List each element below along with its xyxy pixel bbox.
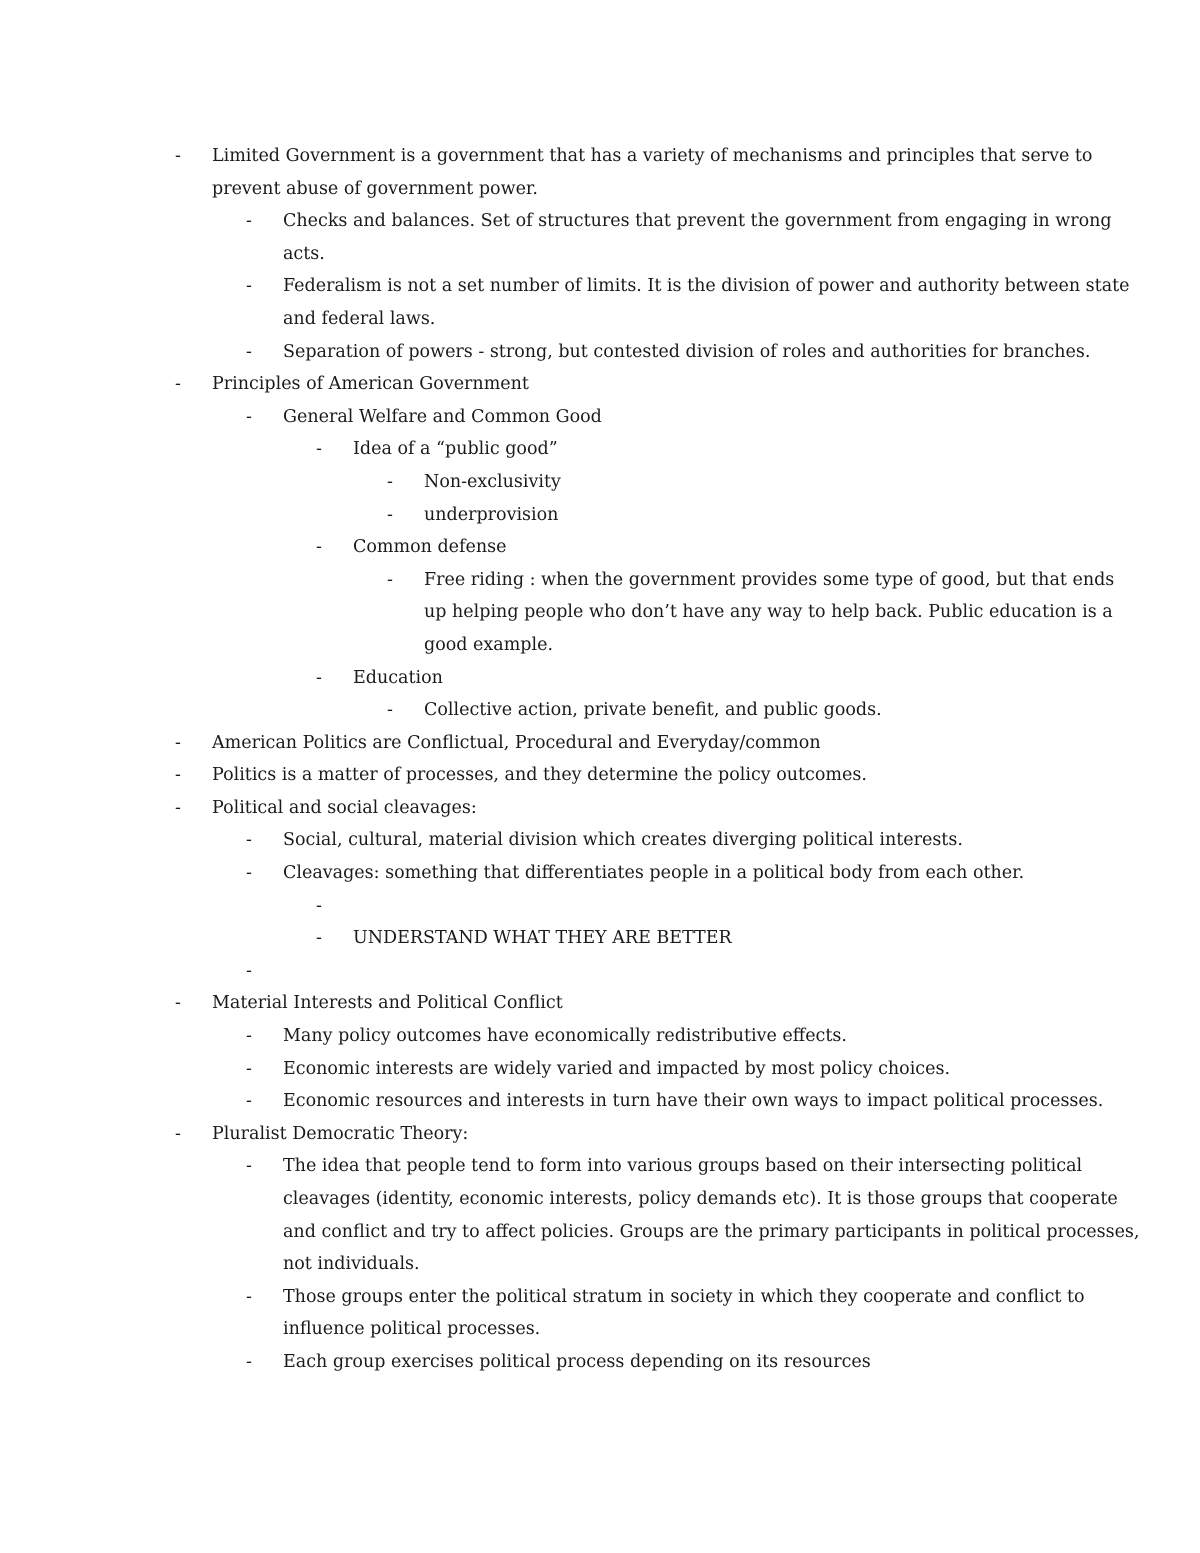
bullet-dash: - (175, 765, 181, 786)
bullet-dash: - (387, 471, 393, 492)
bullet-text: Many policy outcomes have economically redistributive effects. (283, 1026, 847, 1047)
bullet-dash: - (246, 341, 252, 362)
bullet-text: Checks and balances. Set of structures that prevent the government from engaging in wrong (283, 211, 1112, 232)
bullet-continuation (0, 303, 1200, 336)
bullet-text: Social, cultural, material division which creates diverging political interests. (283, 830, 963, 851)
bullet-item (0, 1150, 1200, 1183)
bullet-dash: - (316, 667, 322, 688)
bullet-dash: - (175, 146, 181, 166)
bullet-continuation (0, 596, 1200, 629)
bullet-text: cleavages (identity, economic interests, policy demands etc). It is those groups that cooperate (283, 1189, 1118, 1209)
bullet-item (0, 1020, 1200, 1053)
bullet-dash: - (246, 1091, 252, 1112)
bullet-item (0, 140, 1200, 173)
bullet-dash: - (246, 1351, 252, 1372)
bullet-dash: - (316, 439, 322, 460)
bullet-text: UNDERSTAND WHAT THEY ARE BETTER (353, 928, 732, 949)
bullet-text: not individuals. (283, 1254, 420, 1275)
bullet-text: Limited Government is a government that has a variety of mechanisms and principles that serve to (212, 146, 1093, 166)
bullet-text: Idea of a “public good” (353, 439, 558, 460)
bullet-item (0, 1118, 1200, 1151)
bullet-dash: - (246, 863, 252, 884)
bullet-text: underprovision (424, 504, 559, 525)
bullet-dash: - (175, 732, 181, 753)
bullet-dash: - (246, 960, 252, 981)
bullet-item (0, 890, 1200, 923)
bullet-dash: - (316, 537, 322, 558)
bullet-continuation (0, 1216, 1200, 1249)
bullet-dash: - (387, 569, 393, 590)
bullet-text: Free riding : when the government provides some type of good, but that ends (424, 569, 1115, 590)
bullet-dash: - (246, 1026, 252, 1047)
bullet-continuation (0, 1313, 1200, 1346)
bullet-text: and conflict and try to affect policies. Groups are the primary participants in political processes, (283, 1221, 1140, 1242)
bullet-item (0, 564, 1200, 597)
bullet-item (0, 727, 1200, 760)
bullet-item (0, 694, 1200, 727)
bullet-dash: - (316, 895, 322, 916)
bullet-dash: - (175, 797, 181, 818)
bullet-text: Politics is a matter of processes, and they determine the policy outcomes. (212, 765, 867, 786)
bullet-dash: - (246, 211, 252, 232)
bullet-item (0, 205, 1200, 238)
bullet-text: and federal laws. (283, 308, 436, 329)
bullet-continuation (0, 1248, 1200, 1281)
bullet-text: Those groups enter the political stratum in society in which they cooperate and conflict to (283, 1286, 1085, 1307)
bullet-item (0, 857, 1200, 890)
bullet-item (0, 1085, 1200, 1118)
bullet-item (0, 466, 1200, 499)
bullet-text: The idea that people tend to form into various groups based on their intersecting political (283, 1156, 1083, 1177)
bullet-item (0, 955, 1200, 988)
bullet-item (0, 401, 1200, 434)
bullet-item (0, 531, 1200, 564)
bullet-dash: - (175, 993, 181, 1014)
bullet-item (0, 662, 1200, 695)
bullet-item (0, 922, 1200, 955)
bullet-dash: - (387, 700, 393, 721)
bullet-dash: - (246, 1156, 252, 1177)
bullet-item (0, 368, 1200, 401)
bullet-text: Each group exercises political process depending on its resources (283, 1351, 871, 1372)
bullet-dash: - (246, 830, 252, 851)
bullet-dash: - (175, 374, 181, 395)
bullet-continuation (0, 173, 1200, 206)
bullet-text: prevent abuse of government power. (212, 178, 538, 199)
bullet-item (0, 1346, 1200, 1379)
bullet-text: Political and social cleavages: (212, 797, 477, 818)
bullet-item (0, 792, 1200, 825)
bullet-item (0, 1053, 1200, 1086)
bullet-text: Economic resources and interests in turn have their own ways to impact political processes. (283, 1091, 1104, 1112)
bullet-item (0, 987, 1200, 1020)
bullet-text: General Welfare and Common Good (283, 406, 602, 427)
bullet-text: Separation of powers - strong, but contested division of roles and authorities for branches. (283, 341, 1091, 362)
bullet-text: up helping people who don’t have any way to help back. Public education is a (424, 602, 1113, 623)
bullet-text: acts. (283, 243, 325, 264)
bullet-dash: - (316, 928, 322, 949)
bullet-text: Pluralist Democratic Theory: (212, 1123, 469, 1144)
bullet-text: good example. (424, 634, 554, 655)
bullet-dash: - (246, 1286, 252, 1307)
bullet-continuation (0, 629, 1200, 662)
bullet-item (0, 824, 1200, 857)
bullet-text: Federalism is not a set number of limits. It is the division of power and authority between state (283, 276, 1130, 297)
bullet-dash: - (246, 276, 252, 297)
bullet-item (0, 1281, 1200, 1314)
bullet-item (0, 759, 1200, 792)
bullet-text: Non-exclusivity (424, 471, 561, 492)
bullet-item (0, 499, 1200, 532)
bullet-dash: - (175, 1123, 181, 1144)
bullet-dash: - (246, 406, 252, 427)
bullet-text: Cleavages: something that differentiates people in a political body from each other. (283, 863, 1025, 884)
bullet-dash: - (387, 504, 393, 525)
bullet-dash: - (246, 1058, 252, 1079)
bullet-text: influence political processes. (283, 1319, 541, 1340)
bullet-item (0, 336, 1200, 369)
bullet-text: Economic interests are widely varied and impacted by most policy choices. (283, 1058, 951, 1079)
bullet-text: American Politics are Conflictual, Procedural and Everyday/common (212, 732, 821, 753)
bullet-text: Principles of American Government (212, 374, 529, 395)
bullet-text: Common defense (353, 537, 507, 558)
bullet-text: Material Interests and Political Conflict (212, 993, 563, 1014)
bullet-continuation (0, 1183, 1200, 1216)
document-page (0, 140, 1200, 1379)
bullet-item (0, 433, 1200, 466)
bullet-text: Education (353, 667, 443, 688)
bullet-item (0, 270, 1200, 303)
bullet-continuation (0, 238, 1200, 271)
bullet-text: Collective action, private benefit, and public goods. (424, 700, 882, 721)
